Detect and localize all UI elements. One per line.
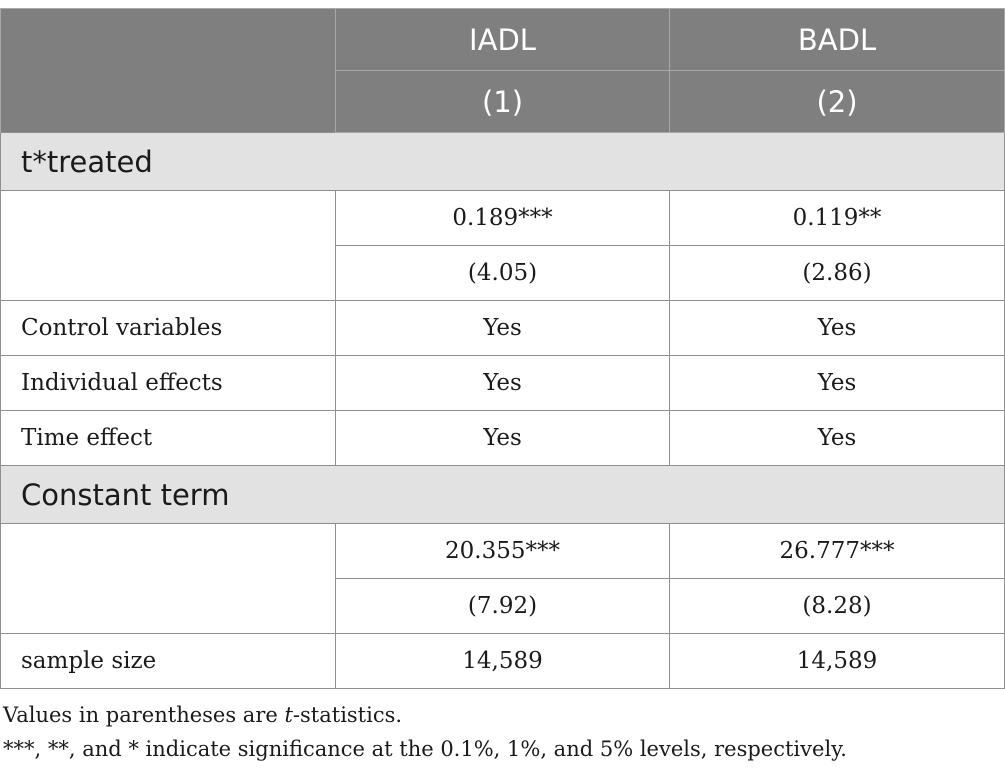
constant-badl-t: (8.28) <box>670 579 1005 634</box>
regression-table <box>0 8 1005 689</box>
treated-badl-coef: 0.119** <box>670 191 1005 246</box>
table-row-controls <box>1 301 1005 356</box>
cell-iadl: Yes <box>336 301 670 356</box>
treated-badl-t: (2.86) <box>670 246 1005 301</box>
table-row-treated-coef <box>1 191 1005 246</box>
cell-badl: 14,589 <box>670 634 1005 689</box>
note-line-2: ***, **, and * indicate significance at the 0.1%, 1%, and 5% levels, respectively. <box>3 737 847 761</box>
treated-iadl-coef: 0.189*** <box>336 191 670 246</box>
header-index-1: (1) <box>336 71 670 133</box>
constant-iadl-coef: 20.355*** <box>336 524 670 579</box>
note-text: Values in parentheses are <box>3 703 285 727</box>
header-badl: BADL <box>670 9 1005 71</box>
section-label-constant: Constant term <box>1 466 1005 524</box>
table-notes <box>3 698 847 766</box>
note-text: -statistics. <box>292 703 403 727</box>
header-blank-cell <box>1 9 336 71</box>
constant-iadl-t: (7.92) <box>336 579 670 634</box>
row-label: Time effect <box>1 411 336 466</box>
row-label: Individual effects <box>1 356 336 411</box>
cell-badl: Yes <box>670 411 1005 466</box>
section-row-constant <box>1 466 1005 524</box>
treated-iadl-t: (4.05) <box>336 246 670 301</box>
empty-label-cell <box>1 524 336 634</box>
header-index-2: (2) <box>670 71 1005 133</box>
table-row-constant-coef <box>1 524 1005 579</box>
cell-badl: Yes <box>670 301 1005 356</box>
empty-label-cell <box>1 191 336 301</box>
table-row-individual <box>1 356 1005 411</box>
cell-iadl: Yes <box>336 411 670 466</box>
table-row-time <box>1 411 1005 466</box>
row-label: Control variables <box>1 301 336 356</box>
cell-iadl: Yes <box>336 356 670 411</box>
row-label: sample size <box>1 634 336 689</box>
table-row-sample <box>1 634 1005 689</box>
section-label-treated: t*treated <box>1 133 1005 191</box>
header-blank-cell <box>1 71 336 133</box>
constant-badl-coef: 26.777*** <box>670 524 1005 579</box>
cell-iadl: 14,589 <box>336 634 670 689</box>
cell-badl: Yes <box>670 356 1005 411</box>
section-row-treated <box>1 133 1005 191</box>
header-row-indices <box>1 71 1005 133</box>
note-line-1 <box>3 698 847 732</box>
header-iadl: IADL <box>336 9 670 71</box>
header-row-titles <box>1 9 1005 71</box>
note-italic-t: t <box>284 703 293 727</box>
